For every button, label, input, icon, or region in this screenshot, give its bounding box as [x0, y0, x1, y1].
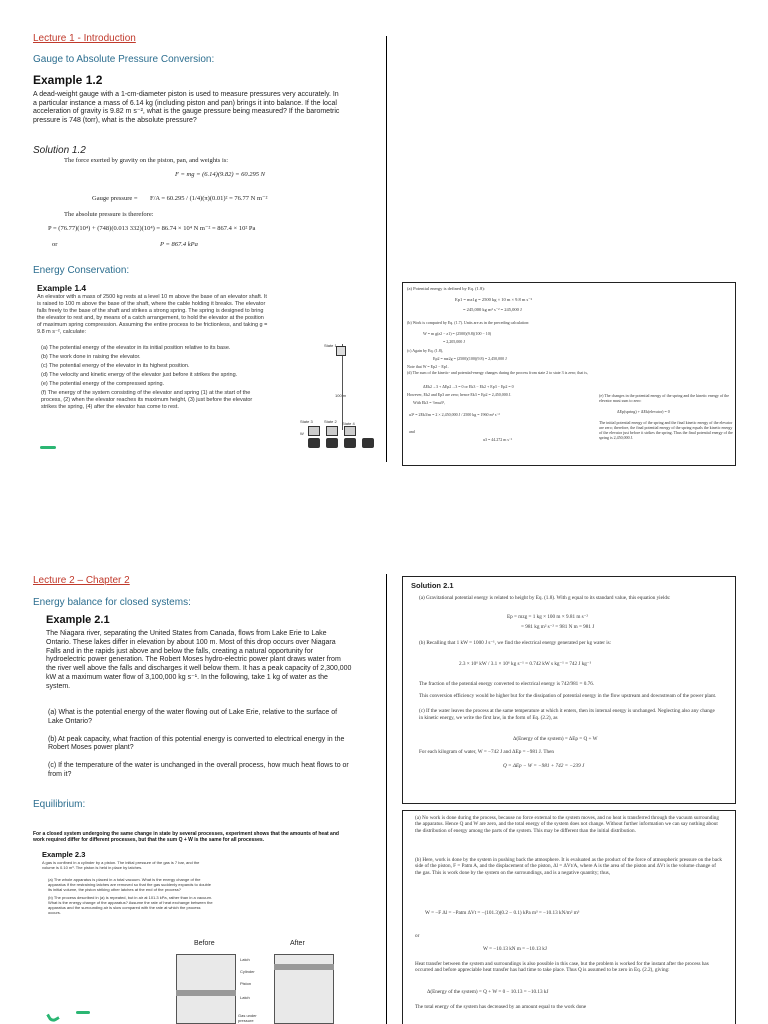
example-2-3-item: (a) The whole apparatus is placed in a total vacuum. What is the energy change of the apparatus if the restraining latches are removed so that the gas suddenly expands to double its initial volume, the piston striking other latches at the end of the process?: [48, 877, 211, 892]
sol14-c: (c) Again by Eq. (1.8),: [407, 348, 444, 353]
sol14-d-eq5: u3 = 44.272 m s⁻¹: [483, 437, 513, 442]
piston-figure: [170, 940, 360, 1024]
sol23-eq1: W = −F Δl = −Patm ΔVt = −(101.3)(0.2 − 0.1) kPa m³ = −10.13 kN/m² m³: [425, 910, 580, 916]
page-divider-bottom: [386, 574, 387, 1024]
solution-1-2-line2: The absolute pressure is therefore:: [64, 211, 154, 218]
sol14-d-eq3: With Ek3 = ½mu3²,: [413, 400, 445, 405]
sol21-b: (b) Recalling that 1 kW = 1000 J s⁻¹, we find the electrical energy generated per kg water is:: [419, 640, 612, 646]
sol21-a-eq1: Ep = mzg = 1 kg × 100 m × 9.81 m s⁻²: [507, 614, 588, 620]
example-1-4-item: (c) The potential energy of the elevator in its highest position.: [41, 363, 190, 369]
sol14-a-eq1: Ep1 = mz1g = 2500 kg × 10 m × 9.8 m s⁻²: [455, 297, 532, 302]
lecture1-section-gauge: Gauge to Absolute Pressure Conversion:: [33, 54, 215, 65]
elevator-shaft-line: [342, 344, 343, 430]
example-1-4-item: (e) The potential energy of the compressed spring.: [41, 381, 165, 387]
fig-label-w: W: [300, 431, 304, 436]
fig-label-latch-bottom: Latch: [240, 995, 250, 1000]
fig-label-cylinder: Cylinder: [240, 969, 255, 974]
sol21-b-frac: The fraction of the potential energy converted to electrical energy is 742/981 = 0.76.: [419, 681, 595, 687]
sol21-b-text: This conversion efficiency would be higher but for the dissipation of potential energy in the flow upstream and downstream of the power plant.: [419, 693, 717, 699]
sol23-eq3: Δ(Energy of the system) = Q + W = 0 − 10.13 = −10.13 kJ: [427, 989, 549, 995]
example-1-2-title: Example 1.2: [33, 73, 103, 87]
example-1-4-text: An elevator with a mass of 2500 kg rests at a level 10 m above the base of an elevator shaft. It is raised to 100 m above the base of the shaft, where the cable holding it breaks. The elevator falls freely to the base of the shaft and strikes a strong spring. The spring is designed to bring the elevator to rest and, by means of a catch arrangement, to hold the elevator at the position of maximum spring compression. Assuming the entire process to be frictionless, and taking g = 9.8 m s⁻², calculate:: [37, 294, 268, 335]
green-annotation-mark-2: [76, 1011, 90, 1014]
sol14-b-eq1: W = m g(z2 − z1) = (2500)(9.8)(100 − 10): [423, 331, 492, 336]
elevator-car-1: [308, 426, 320, 436]
example-2-1-item: (a) What is the potential energy of the water flowing out of Lake Erie, relative to the surface of Lake Ontario?: [48, 709, 338, 725]
sol21-a-eq2: = 981 kg m² s⁻² = 981 N m = 981 J: [521, 624, 595, 630]
elevator-car-top: [336, 346, 346, 356]
fig-label-latch-top: Latch: [240, 957, 250, 962]
sol23-eq2: W = −10.13 kN m = −10.13 kJ: [483, 946, 547, 952]
spring-3: [344, 438, 356, 448]
solution-2-1-box: [402, 576, 736, 804]
solution-1-2-line1: The force exerted by gravity on the piston, pan, and weights is:: [64, 157, 229, 164]
fig-label-gas: Gas under pressure: [238, 1013, 257, 1023]
piston-before: [176, 990, 236, 996]
example-2-1-items: [48, 709, 352, 780]
sol14-d-and: and: [409, 429, 415, 434]
spring-2: [326, 438, 338, 448]
sol14-d-eq1: ΔEk2→3 + ΔEp2→3 = 0 or Ek3 − Ek2 + Ep3 − Ep2 = 0: [423, 384, 514, 389]
elevator-car-2: [326, 426, 338, 436]
solution-2-3-box: [402, 810, 736, 1024]
sol14-e: (e) The changes in the potential energy of the spring and the kinetic energy of the elevator must sum to zero:: [599, 393, 730, 403]
solution-1-2-eq2: F/A = 60.295 / (1/4)(π)(0.01)² = 76.77 N m⁻²: [150, 195, 268, 202]
sol14-b: (b) Work is computed by Eq. (1.7). Units are as in the preceding calculation:: [407, 320, 530, 325]
solution-1-2-eq4-or: or: [52, 241, 58, 248]
sol23-text: Heat transfer between the system and surroundings is also possible in this case, but the problem is worked for the instant after the process has occurred and before appreciable heat transfer has had time to take place. Thus Q is assumed to be zero in Eq. (2.2), giving:: [415, 961, 709, 974]
lecture1-section-energy: Energy Conservation:: [33, 265, 130, 276]
sol14-d: (d) The sum of the kinetic- and potential-energy changes during the process from state 2 to state 3 is zero; that is,: [407, 370, 588, 375]
sol21-b-eq1: 2.3 × 10⁶ kW / 3.1 × 10⁶ kg s⁻¹ = 0.742 kW s kg⁻¹ = 742 J kg⁻¹: [459, 661, 592, 667]
example-1-4-item: (f) The energy of the system consisting of the elevator and spring (1) at the start of the process, (2) when the elevator reaches its maximum height, (3) just before the elevator strikes the spring, (4) after the elevator has come to rest.: [41, 390, 253, 410]
green-annotation-mark: [40, 446, 56, 449]
sol14-a-eq2: = 245,000 kg m² s⁻² = 245,000 J: [463, 307, 522, 312]
cylinder-before: [176, 954, 236, 1024]
example-2-1-item: (b) At peak capacity, what fraction of this potential energy is converted to electrical energy in the Robert Moses power plant?: [48, 735, 345, 752]
page-divider-top: [386, 36, 387, 462]
example-2-3-title: Example 2.3: [42, 850, 86, 859]
sol23-cut: The total energy of the system has decreased by an amount equal to the work done: [415, 1004, 587, 1010]
sol14-d-eq2: However, Ek2 and Ep3 are zero; hence Ek3 = Ep2 = 2,450,000 J.: [407, 392, 512, 397]
sol14-a: (a) Potential energy is defined by Eq. (1.8):: [407, 286, 486, 291]
example-2-3-items: [48, 877, 214, 915]
spring-4: [362, 438, 374, 448]
example-1-2-text: A dead-weight gauge with a 1-cm-diameter piston is used to measure pressures very accurately. In a particular instance a mass of 6.14 kg (including piston and pan) brings it into balance. If the local acceleration of gravity is 9.82 m s⁻², what is the gauge pressure being measured? If the barometric pressure is 748 (torr), what is the absolute pressure?: [33, 91, 340, 124]
solution-1-2-eq1: F = mg = (6.14)(9.82) = 60.295 N: [174, 171, 266, 178]
sol14-b-eq2: = 2,205,000 J: [443, 339, 465, 344]
sol21-a: (a) Gravitational potential energy is related to height by Eq. (1.8). With g equal to its standard value, this equation yields:: [419, 595, 671, 601]
fig-label-height: 100 m: [335, 393, 347, 398]
fig-label-piston: Piston: [240, 981, 252, 986]
fig-label-state1: State 1: [324, 343, 337, 348]
fig-after-label: After: [290, 940, 305, 947]
example-1-4-items: [41, 345, 269, 411]
spring-1: [308, 438, 320, 448]
sol14-d-eq4: u3² = 2Ek3/m = 2 × 2,450,000 J / 2500 kg = 1960 m² s⁻²: [409, 412, 500, 417]
lecture2-section-energy-balance: Energy balance for closed systems:: [33, 597, 191, 608]
solution-1-2-eq3: P = (76.77)(10⁴) + (748)(0.013 332)(10⁴) = 86.74 × 10⁴ N m⁻² = 867.4 × 10² Pa: [48, 225, 256, 232]
lecture2-title: Lecture 2 – Chapter 2: [33, 575, 130, 586]
example-2-1-text: The Niagara river, separating the United States from Canada, flows from Lake Erie to Lake Ontario. These lakes differ in elevation by about 100 m. Most of this drop occurs over Niagara Falls and in the rapids just above and below the falls, creating a natural opportunity for hydroelectric power generation. The Robert Moses hydro-electric power plant draws water from the river well above the falls and discharges it well below them. It has a peak capacity of 2,300,000 kW at a maximum water flow of 3,100,000 kg s⁻¹. In the following, take 1 kg of water as the system.: [46, 630, 352, 690]
example-2-3-text: A gas is confined in a cylinder by a piston. The initial pressure of the gas is 7 bar, and the volume is 0.10 m³. The piston is held in place by latches.: [42, 860, 200, 870]
sol14-c-note: Note that W = Ep2 − Ep1.: [407, 364, 449, 369]
fig-before-label: Before: [194, 940, 215, 947]
example-2-1-item: (c) If the temperature of the water is unchanged in the overall process, how much heat flows to or from it?: [48, 762, 349, 778]
elevator-figure: [298, 338, 384, 458]
example-1-4-title: Example 1.4: [37, 283, 87, 293]
equilibrium-statement: For a closed system undergoing the same change in state by several processes, experiment shows that the amounts of heat and work required differ for different processes, but that the sum Q + W is the same for all processes.: [33, 831, 339, 844]
fig-label-state2: State 2: [324, 419, 337, 424]
sol21-c-eq2: Q = ΔEp − W = −981 + 742 = −239 J: [503, 763, 585, 769]
sol21-c-text: For each kilogram of water, W = −742 J and ΔEp = −981 J. Then: [419, 749, 554, 755]
example-1-4-item: (b) The work done in raising the elevator.: [41, 354, 141, 360]
example-2-1-title: Example 2.1: [46, 614, 110, 626]
sol14-e-text: The initial potential energy of the spring and the final kinetic energy of the elevator are zero; therefore, the final potential energy of the spring equals the kinetic energy of the elevator just before it strikes the spring. Thus the final potential energy of the spring is 2,450,000 J.: [599, 420, 733, 440]
sol14-e-eq1: ΔEp(spring) + ΔEk(elevator) = 0: [617, 409, 670, 414]
sol21-c: (c) If the water leaves the process at the same temperature at which it enters, then its internal energy is unchanged. Neglecting also any change in kinetic energy, we write the first law, in the form of Eq. (2.2), as: [419, 708, 715, 721]
solution-1-2-title: Solution 1.2: [33, 145, 86, 156]
solution-1-2-eq4: P = 867.4 kPa: [160, 241, 198, 248]
green-annotation-hook: [46, 1010, 60, 1024]
lecture2-section-equilibrium: Equilibrium:: [33, 799, 86, 810]
piston-after: [274, 964, 334, 970]
solution-1-4-box: [402, 282, 736, 466]
sol21-c-eq1: Δ(Energy of the system) = ΔEp = Q + W: [513, 736, 598, 742]
lecture1-title: Lecture 1 - Introduction: [33, 33, 136, 44]
fig-label-state4: State 4: [342, 421, 355, 426]
sol14-c-eq1: Ep2 = mz2g = (2500)(100)(9.8) = 2,450,000 J: [433, 356, 507, 361]
solution-1-2-eq2-label: Gauge pressure =: [92, 195, 138, 202]
example-1-4-item: (d) The velocity and kinetic energy of the elevator just before it strikes the spring.: [41, 372, 238, 378]
example-1-4-item: (a) The potential energy of the elevator in its initial position relative to its base.: [41, 345, 231, 351]
example-2-3-item: (b) The process described in (a) is repeated, but in air at 101.3 kPa, rather than in a vacuum. What is the energy change of the apparatus? Assume the rate of heat exchange between the apparatus and the surrounding air is slow compared with the rate at which the process occurs.: [48, 895, 213, 915]
sol23-a: (a) No work is done during the process, because no force external to the system moves, and no heat is transferred through the vacuum surrounding the apparatus. Hence Q and W are zero, and the total energy of the system does not change. Without further information we can say nothing about the distribution of energy among the parts of the system. This may be different than the initial distribution.: [415, 815, 719, 834]
elevator-car-3: [344, 426, 356, 436]
solution-2-1-title: Solution 2.1: [411, 581, 454, 590]
sol23-b: (b) Here, work is done by the system in pushing back the atmosphere. It is evaluated as the product of the force of atmospheric pressure on the back side of the piston, F = Patm A, and the displacement of the piston, Δl = ΔVt/A, where A is the area of the piston and ΔVt is the volume change of the gas. This is work done by the system on the surroundings, and is a negative quantity; thus,: [415, 857, 722, 876]
fig-label-state3: State 3: [300, 419, 313, 424]
sol23-or: or: [415, 933, 420, 939]
